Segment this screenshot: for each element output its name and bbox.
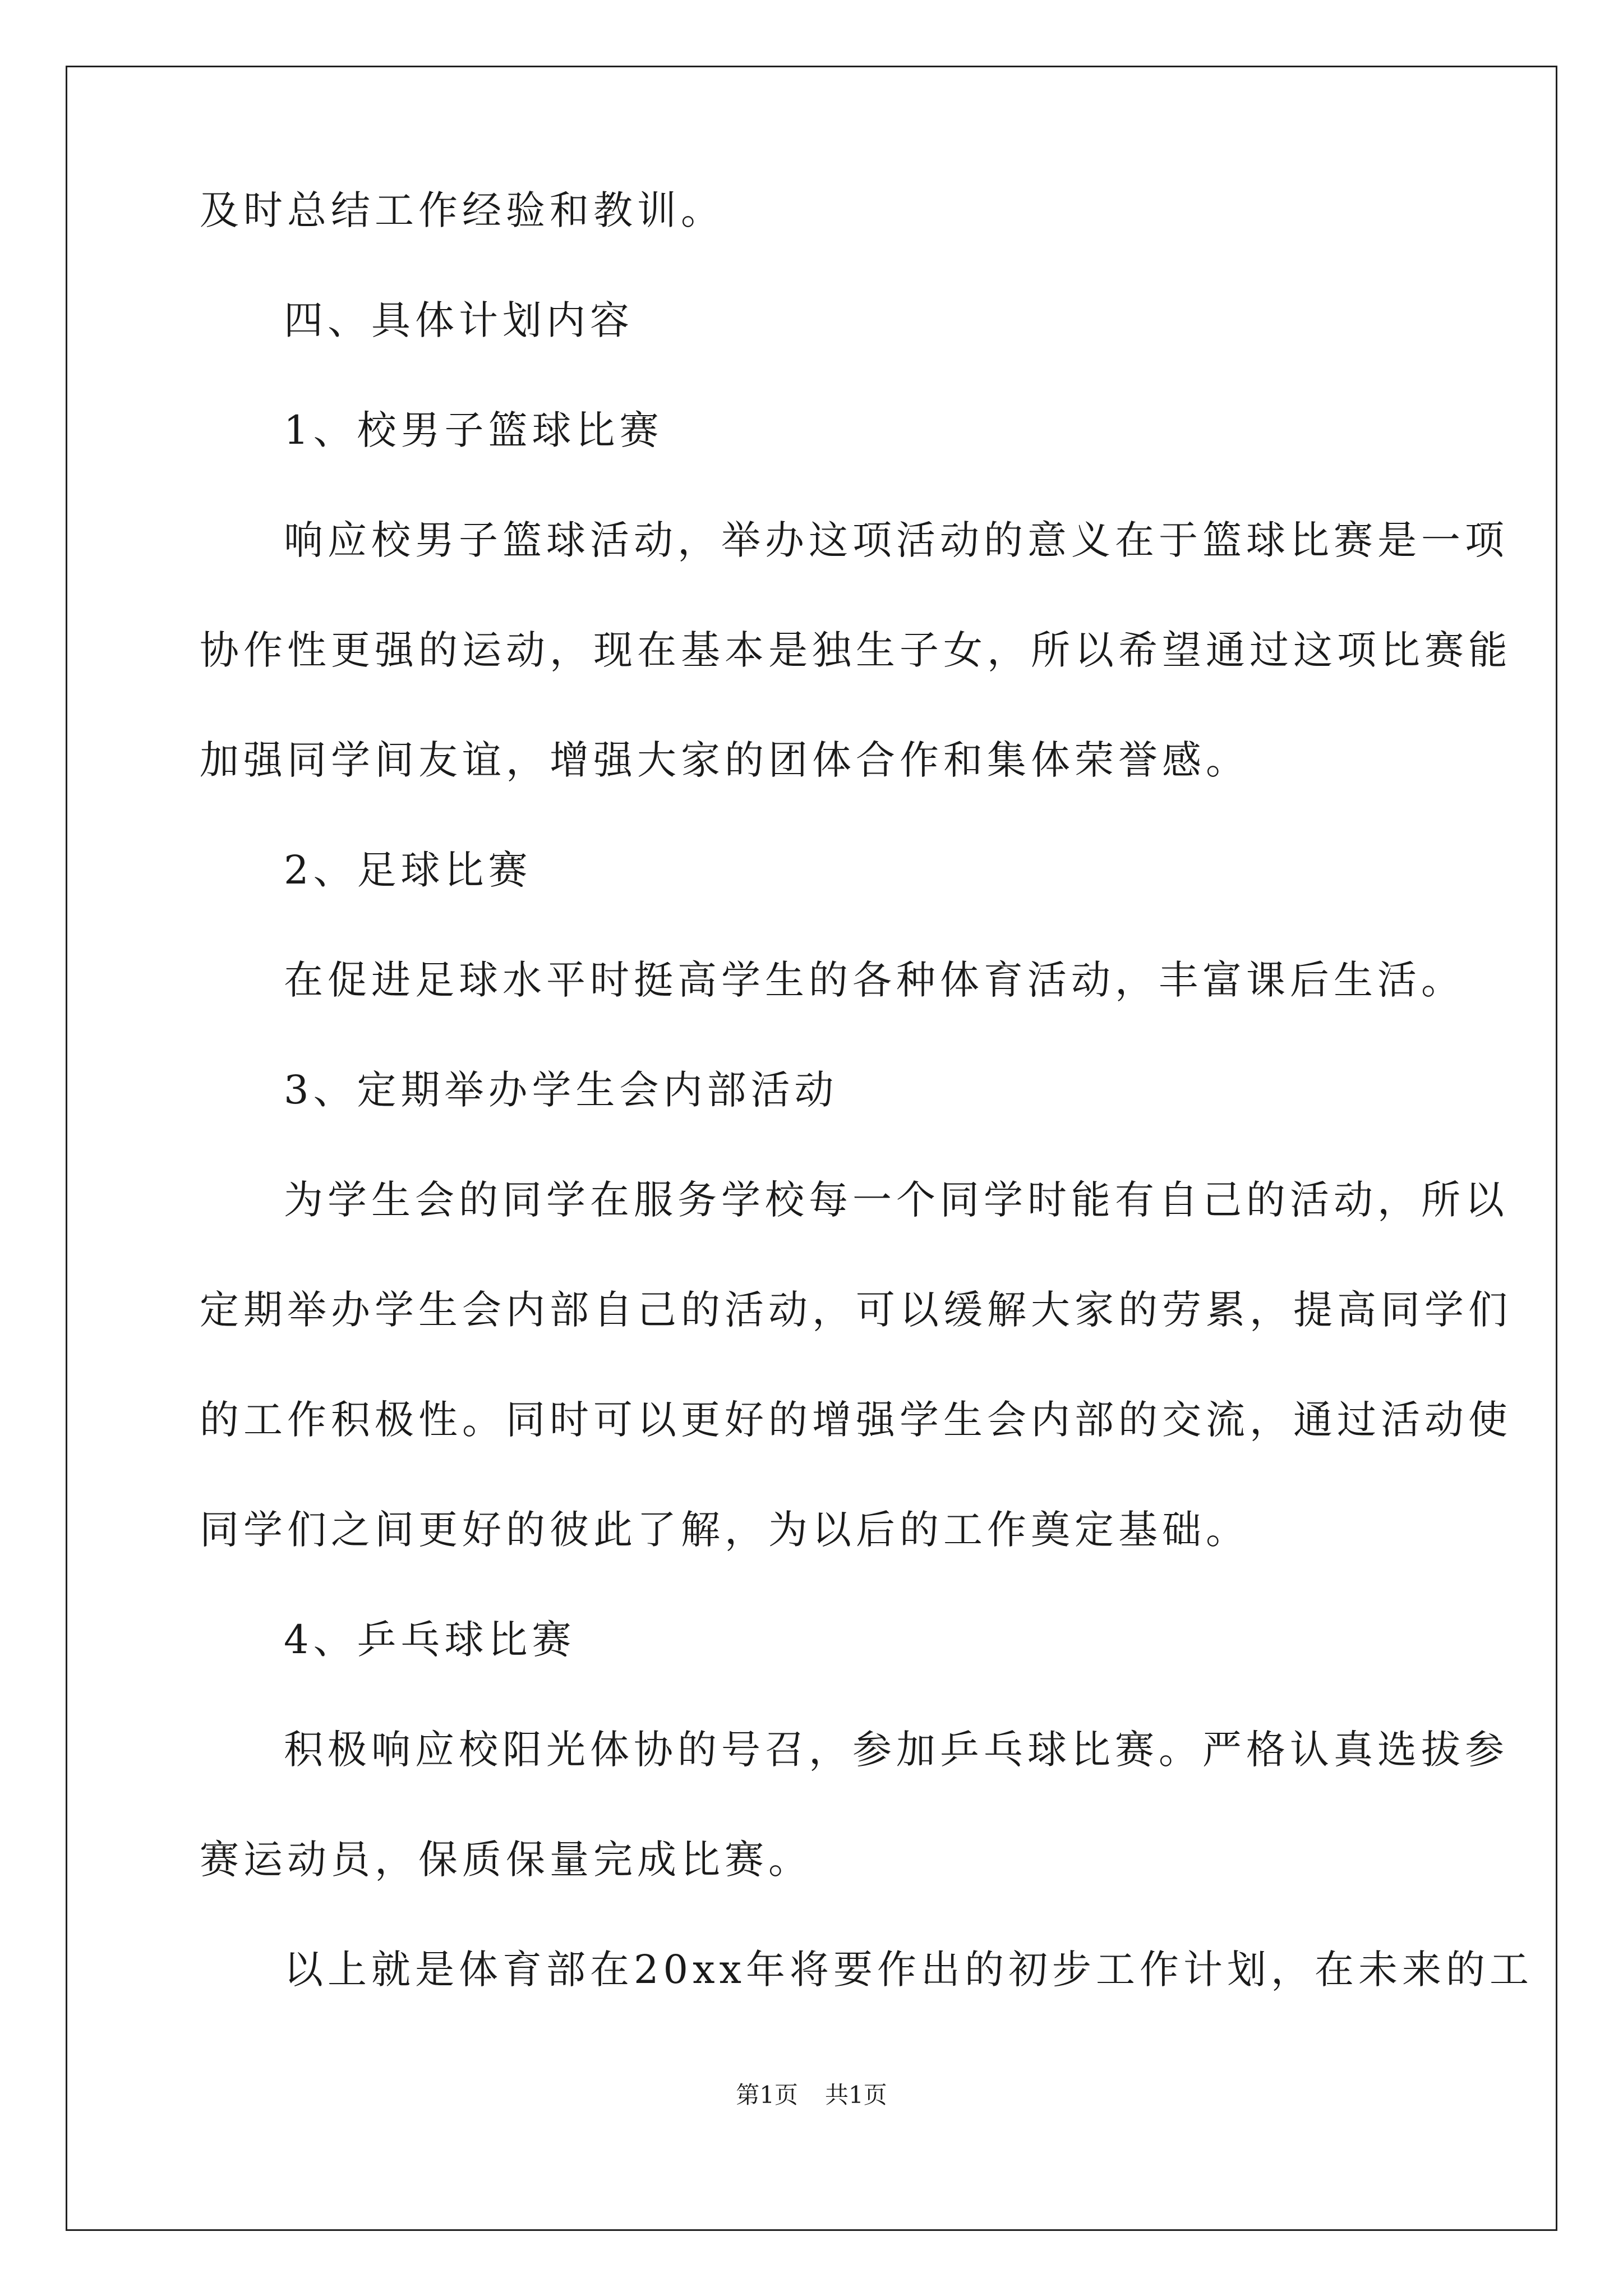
text-line: 积极响应校阳光体协的号召，参加乒乓球比赛。严格认真选拔参	[284, 1727, 1509, 1773]
text-line: 及时总结工作经验和教训。	[200, 187, 725, 233]
text-line: 加强同学间友谊，增强大家的团体合作和集体荣誉感。	[200, 737, 1249, 783]
page-number-total: 共1页	[825, 2081, 887, 2109]
subsection-heading: 2、足球比赛	[284, 847, 532, 893]
text-line: 定期举办学生会内部自己的活动，可以缓解大家的劳累，提高同学们	[200, 1287, 1512, 1333]
text-line: 协作性更强的运动，现在基本是独生子女，所以希望通过这项比赛能	[200, 627, 1512, 673]
text-line: 的工作积极性。同时可以更好的增强学生会内部的交流，通过活动使	[200, 1397, 1512, 1443]
page-footer	[0, 2078, 1623, 2112]
text-line: 赛运动员，保质保量完成比赛。	[200, 1837, 812, 1883]
text-line: 以上就是体育部在20xx年将要作出的初步工作计划，在未来的工	[284, 1947, 1534, 1993]
section-heading: 四、具体计划内容	[284, 297, 634, 343]
page-border	[66, 66, 1557, 2231]
page-number-current: 第1页	[736, 2081, 798, 2109]
text-line: 在促进足球水平时挺高学生的各种体育活动，丰富课后生活。	[284, 957, 1465, 1003]
text-line: 为学生会的同学在服务学校每一个同学时能有自己的活动，所以	[284, 1177, 1509, 1223]
subsection-heading: 1、校男子篮球比赛	[284, 407, 663, 453]
subsection-heading: 3、定期举办学生会内部活动	[284, 1067, 838, 1113]
subsection-heading: 4、乒乓球比赛	[284, 1617, 576, 1663]
text-line: 响应校男子篮球活动，举办这项活动的意义在于篮球比赛是一项	[284, 517, 1509, 563]
text-line: 同学们之间更好的彼此了解，为以后的工作奠定基础。	[200, 1507, 1249, 1553]
